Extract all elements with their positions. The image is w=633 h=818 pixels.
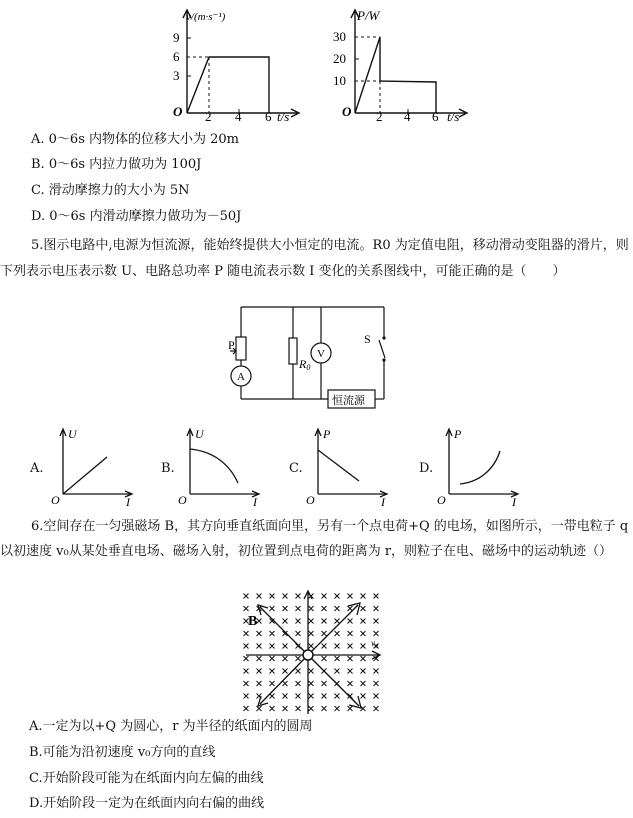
field-cross (270, 594, 275, 599)
vt-ytick-6: 6 (173, 49, 180, 64)
pt-ytick-20: 20 (333, 51, 346, 66)
q5-graph-c (303, 425, 393, 507)
rheostat-p-label: P (228, 338, 235, 352)
field-cross (374, 594, 379, 599)
pt-ytick-10: 10 (333, 73, 346, 88)
field-cross (283, 606, 288, 611)
circuit-diagram (228, 300, 403, 412)
pt-ylabel: P/W (357, 8, 380, 23)
field-cross (374, 631, 379, 636)
field-cross (296, 706, 301, 711)
field-cross (374, 681, 379, 686)
field-cross (257, 656, 262, 661)
svg-text:P: P (454, 427, 462, 441)
field-cross (270, 706, 275, 711)
diag-ul (260, 607, 308, 655)
field-cross (361, 694, 366, 699)
field-cross (374, 706, 379, 711)
q5-stem: 5.图示电路中,电源为恒流源，能始终提供大小恒定的电流。R0 为定值电阻，移动滑动变阻器的滑片，则下列表示电压表示数 U、电路总功率 P 随电流表示数 I 变化的关系图线中，可能正确的是（ ） (0, 238, 629, 279)
field-cross (322, 694, 327, 699)
q6-stem: 6.空间存在一匀强磁场 B，其方向垂直纸面向里，另有一个点电荷+Q 的电场，如图所示，一带电粒子 q以初速度 v₀从某处垂直电场、磁场入射，初位置到点电荷的距离为 r，则粒子在电、磁场中的运动轨迹（） (0, 519, 629, 559)
field-cross (374, 606, 379, 611)
vt-ytick-9: 9 (173, 30, 180, 45)
q6-option-d: D.开始阶段一定为在纸面内向右偏的曲线 (29, 796, 265, 811)
q4-option-d: D. 0～6s 内滑动摩擦力做功为－50J (31, 209, 242, 224)
field-diagram (238, 588, 388, 718)
field-cross (348, 706, 353, 711)
field-cross (361, 606, 366, 611)
field-cross (309, 669, 314, 674)
field-cross (283, 656, 288, 661)
field-cross (348, 681, 353, 686)
field-cross (270, 644, 275, 649)
vt-xtick-2: 2 (205, 109, 212, 124)
field-cross (348, 606, 353, 611)
q5-option-c-label: C. (289, 461, 303, 476)
svg-text:I: I (126, 495, 130, 507)
q5-c-curve (318, 450, 359, 481)
svg-text:U: U (68, 427, 77, 441)
svg-text:I: I (512, 495, 516, 507)
q6-option-b: B.可能为沿初速度 v₀方向的直线 (29, 745, 216, 760)
pt-xtick-4: 4 (404, 109, 411, 124)
svg-text:I: I (253, 495, 257, 507)
field-cross (244, 669, 249, 674)
pt-xtick-6: 6 (432, 109, 439, 124)
svg-text:O: O (306, 493, 315, 507)
switch-label: S (364, 332, 371, 346)
field-cross (348, 644, 353, 649)
field-cross (335, 656, 340, 661)
field-cross (244, 606, 249, 611)
q5-b-curve (190, 449, 238, 483)
r0-resistor (289, 338, 297, 364)
vt-origin: O (173, 104, 183, 119)
vt-ylabel: v/(m·s⁻¹) (186, 11, 226, 23)
pt-xlabel: t/s (447, 109, 460, 124)
field-cross (309, 606, 314, 611)
field-cross (335, 631, 340, 636)
svg-text:P: P (323, 427, 331, 441)
q6-option-c: C.开始阶段可能为在纸面内向左偏的曲线 (29, 771, 264, 786)
vt-graph (165, 2, 305, 124)
field-cross (335, 606, 340, 611)
field-cross (322, 606, 327, 611)
field-cross (244, 656, 249, 661)
field-cross (244, 631, 249, 636)
field-cross (244, 594, 249, 599)
field-cross (296, 681, 301, 686)
field-cross (322, 619, 327, 624)
v0-label: $v_0$ (371, 638, 378, 650)
field-cross (309, 619, 314, 624)
rheostat (236, 337, 246, 360)
q6-option-a: A.一定为以+Q 为圆心，r 为半径的纸面内的圆周 (29, 719, 313, 734)
pt-graph (333, 2, 473, 124)
q5-option-a-label: A. (30, 461, 44, 476)
b-field-label: B (248, 614, 258, 629)
field-cross (361, 644, 366, 649)
field-cross (361, 656, 366, 661)
field-cross (348, 619, 353, 624)
field-cross (348, 656, 353, 661)
field-cross (270, 681, 275, 686)
field-cross (348, 669, 353, 674)
field-cross (244, 706, 249, 711)
q5-option-d-label: D. (419, 461, 434, 476)
field-cross (244, 644, 249, 649)
field-cross (335, 594, 340, 599)
vt-line (187, 57, 269, 113)
svg-text:I: I (381, 495, 385, 507)
vt-ytick-3: 3 (173, 68, 180, 83)
pt-ytick-30: 30 (333, 29, 346, 44)
pt-origin: O (342, 104, 352, 119)
svg-text:O: O (178, 493, 187, 507)
field-cross (270, 669, 275, 674)
field-cross (283, 706, 288, 711)
q5-graph-d (434, 425, 524, 507)
field-cross (296, 669, 301, 674)
field-cross (257, 594, 262, 599)
field-cross (270, 656, 275, 661)
field-cross (361, 594, 366, 599)
field-cross (283, 594, 288, 599)
voltmeter-label: V (317, 348, 325, 360)
field-cross (348, 594, 353, 599)
field-cross (309, 706, 314, 711)
field-cross (283, 644, 288, 649)
field-cross (244, 681, 249, 686)
field-cross (257, 681, 262, 686)
field-cross (374, 669, 379, 674)
field-cross (322, 644, 327, 649)
switch-blade (379, 340, 385, 358)
field-cross (309, 681, 314, 686)
field-cross (296, 606, 301, 611)
source-label: 恒流源 (332, 395, 365, 407)
field-cross (322, 594, 327, 599)
field-cross (374, 694, 379, 699)
field-cross (335, 644, 340, 649)
q5-graph-b (175, 425, 265, 507)
field-cross (322, 631, 327, 636)
diag-ur (308, 605, 358, 655)
pt-xtick-2: 2 (376, 109, 383, 124)
svg-text:O: O (51, 493, 60, 507)
field-cross (335, 706, 340, 711)
q5-option-b-label: B. (161, 461, 175, 476)
field-cross (296, 594, 301, 599)
field-cross (309, 694, 314, 699)
field-cross (374, 619, 379, 624)
field-cross (270, 606, 275, 611)
field-cross (283, 619, 288, 624)
q4-option-b: B. 0～6s 内拉力做功为 100J (31, 157, 202, 172)
field-cross (322, 681, 327, 686)
field-cross (257, 669, 262, 674)
q5-graph-a (48, 425, 138, 507)
field-cross (296, 631, 301, 636)
q4-option-a: A. 0～6s 内物体的位移大小为 20m (31, 132, 240, 147)
vt-xtick-6: 6 (265, 109, 272, 124)
field-cross (361, 631, 366, 636)
field-cross (361, 681, 366, 686)
vt-xtick-4: 4 (235, 109, 242, 124)
field-cross (322, 656, 327, 661)
field-cross (283, 669, 288, 674)
field-cross (361, 669, 366, 674)
q5-a-curve (63, 457, 107, 494)
field-cross (309, 631, 314, 636)
field-cross (257, 631, 262, 636)
field-cross (283, 681, 288, 686)
point-charge-q (303, 650, 313, 660)
field-cross (270, 631, 275, 636)
field-cross (322, 706, 327, 711)
field-cross (335, 694, 340, 699)
q5-d-curve (460, 451, 500, 484)
field-cross (296, 619, 301, 624)
field-cross (296, 694, 301, 699)
field-cross (335, 619, 340, 624)
field-cross (348, 631, 353, 636)
field-cross (335, 669, 340, 674)
field-cross (283, 694, 288, 699)
field-cross (244, 694, 249, 699)
vt-xlabel: t/s (277, 109, 290, 124)
field-cross (361, 619, 366, 624)
pt-line (355, 37, 436, 113)
field-cross (257, 644, 262, 649)
field-cross (309, 644, 314, 649)
svg-text:O: O (437, 493, 446, 507)
svg-text:U: U (195, 427, 204, 441)
diag-lr (308, 655, 359, 706)
field-cross (296, 656, 301, 661)
q4-option-c: C. 滑动摩擦力的大小为 5N (31, 183, 190, 198)
ammeter-label: A (237, 371, 245, 383)
r0-label: R0 (299, 357, 311, 372)
